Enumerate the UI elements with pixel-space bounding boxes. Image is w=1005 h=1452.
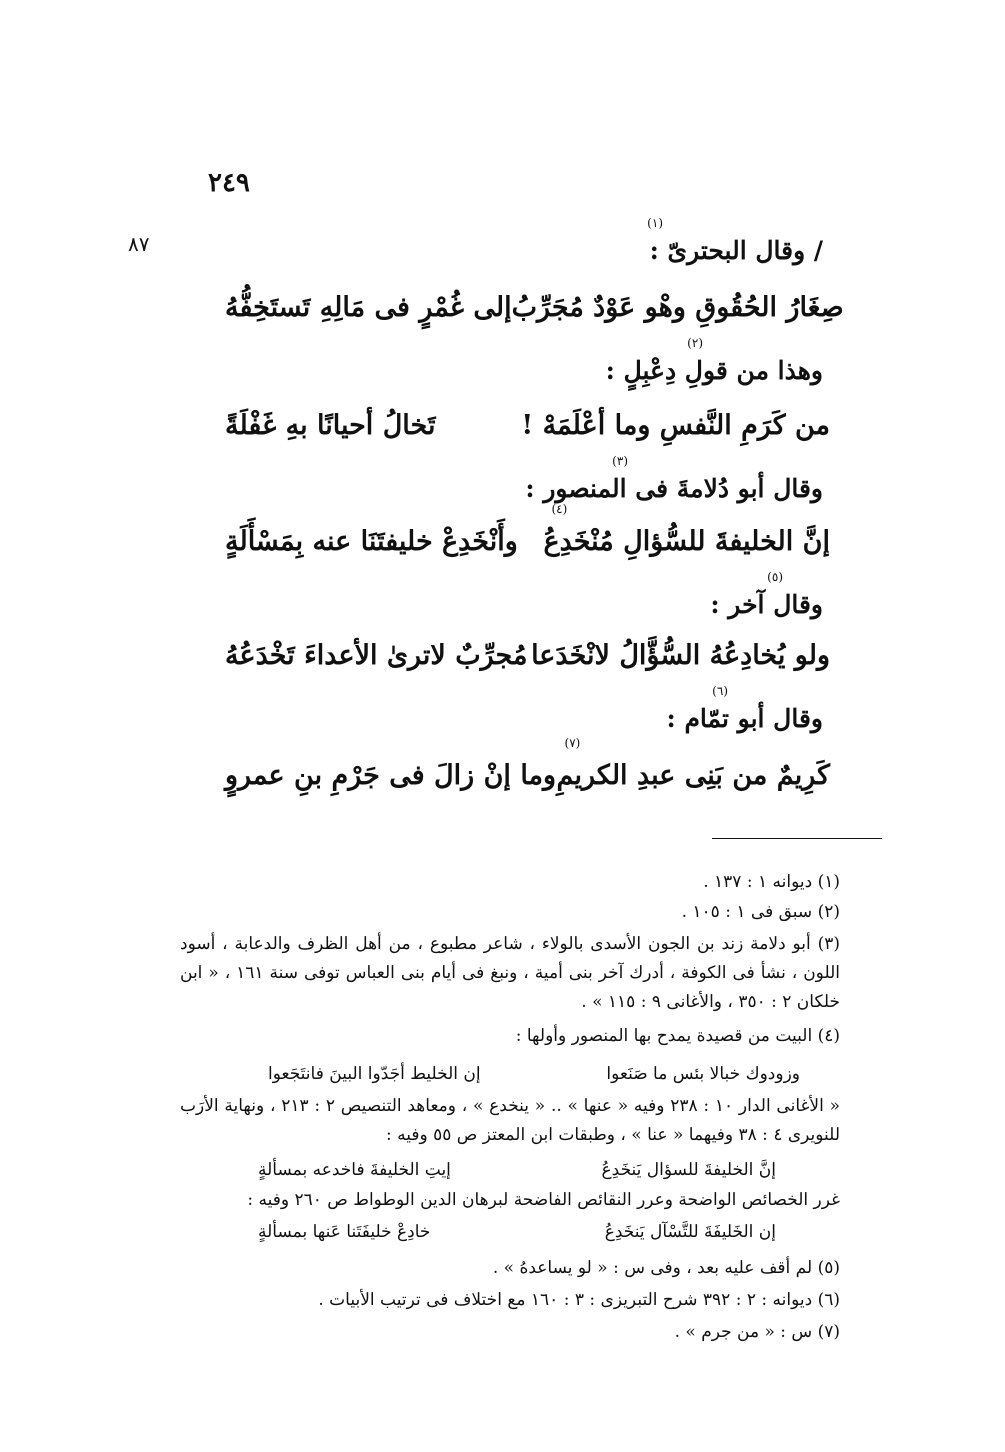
intro-text: وقال آخر : [710,590,823,619]
verse-first-hemistich: وأَنْخَدِعْ خليفتَنَا عنه بِمَسْأَلَةٍ [225,526,518,557]
footnote-ref: (٧) [564,736,581,750]
footnote-6: (٦) ديوانه : ٢ : ٣٩٢ شرح التبريزى : ٣ : ١٦٠ مع اختلاف فى ترتيب الأبيات . [318,1290,840,1310]
verse-first-hemistich: إلى غُمْرٍ فى مَالِهِ تَستَخِفُّهُ [225,292,512,323]
footnote-ref: (١) [647,216,663,230]
intro-text: وهذا من قولِ دِعْبِلٍ : [605,356,823,385]
footnote-5: (٥) لم أقف عليه بعد ، وفى س : « لو يساعدهُ » . [492,1258,840,1278]
verse-line [225,292,844,332]
footnote-1: (١) ديوانه ١ : ١٣٧ . [703,872,840,892]
intro-line [525,454,823,503]
footnote-verse [258,1222,776,1242]
intro-text: وقال أبو تمّام : [666,704,823,733]
footnote-verse-second: وزودوك خبالا بئس ما صَنَعوا [606,1064,800,1084]
verse-first-hemistich: تَخالُ أحيانًا بهِ غَفْلَةً [225,410,436,441]
footnote-verse [258,1160,776,1180]
footnote-7: (٧) س : « من جرم » . [674,1322,840,1342]
footnote-4-intro: (٤) البيت من قصيدة يمدح بها المنصور وأولها : [515,1026,840,1046]
page-number: ٢٤٩ [208,168,250,198]
footnote-verse-first: خادِعْ خليفَتَنا عَنها بمسألةٍ [258,1222,431,1242]
intro-line [666,684,823,733]
intro-line [710,570,823,619]
verse-first-hemistich: وما إنْ زالَ فى جَرْمِ بنِ عمروٍ [225,760,557,791]
verse-second-hemistich: ولو يُخادِعُهُ السُّؤَّالُ لانْخَدَعا [531,640,830,671]
verse-second-hemistich [556,736,830,800]
intro-text: / وقال البحترىّ : [649,236,823,265]
footnote-ref: (٢) [687,336,703,350]
footnote-ref: (٥) [767,570,783,584]
footnote-ref: (٤) [551,502,568,516]
intro-text: وقال أبو دُلامةَ فى المنصور : [525,474,823,503]
footnote-ref: (٣) [612,454,628,468]
footnote-verse-first: إن الخليط أجَدّوا البينَ فانتَجَعوا [268,1064,481,1084]
footnote-4-sources: « الأغانى الدار ١٠ : ٢٣٨ وفيه « عنها » .. « ينخدع » ، ومعاهد التنصيص ٢ : ٢١٣ ، ونهاية الأرَب للنويرى ٤ : ٣٨ وفيهما « عنا » ، وطبقات ابن المعتز ص ٥٥ وفيه : [180,1096,840,1145]
footnote-ref: (٦) [712,684,728,698]
verse-line [225,736,830,800]
footnote-2: (٢) سبق فى ١ : ١٠٥ . [681,902,840,922]
verse-line [225,640,830,680]
footnote-4-sources-2: غرر الخصائص الواضحة وعرر النقائص الفاضحة لبرهان الدين الوطواط ص ٢٦٠ وفيه : [247,1190,840,1210]
verse-first-hemistich: مُجرِّبٌ لاترىٰ الأعداءَ تَخْدَعُهُ [225,640,528,671]
footnote-verse-first: إيتِ الخليفةَ فاخدعه بمسألةٍ [258,1160,451,1180]
footnote-3: (٣) أبو دلامة زند بن الجون الأسدى بالولاء ، شاعر مطبوع ، من أهل الظرف والدعابة ، أسود اللون ، نشأ فى الكوفة ، أدرك آخر بنى أمية ، ونبغ فى أيام بنى العباس توفى سنة ١٦١ ، « ابن خلكان ٢ : ٣٥٠ ، والأغانى ٩ : ١١٥ » . [180,934,840,1012]
footnote-verse [268,1064,800,1084]
verse-second-hemistich: من كَرَمِ النَّفسِ وما أعْلَمَهْ ! [521,410,830,441]
verse-line [225,410,830,450]
intro-line [605,336,823,385]
verse-second-text: كَرِيمٌ من بَنِى عبدِ الكريمِ [556,760,830,791]
margin-number: ٨٧ [128,232,150,256]
verse-second-text: إنَّ الخليفةَ للسُّؤالِ مُنْخَدِعُ [543,526,830,557]
footnote-verse-second: إنَّ الخليفةَ للسؤال يَنخَدِعُ [601,1160,776,1180]
verse-second-hemistich [543,502,830,566]
footnote-separator [712,838,882,839]
verse-second-hemistich: صِغَارُ الحُقُوقِ وهْو عَوْدٌ مُجَرِّبُ [511,292,844,323]
verse-line [225,502,830,566]
footnote-verse-second: إن الخَليفَةَ للتَّسْآل يَنخَدِعُ [604,1222,776,1242]
intro-line [647,216,823,265]
